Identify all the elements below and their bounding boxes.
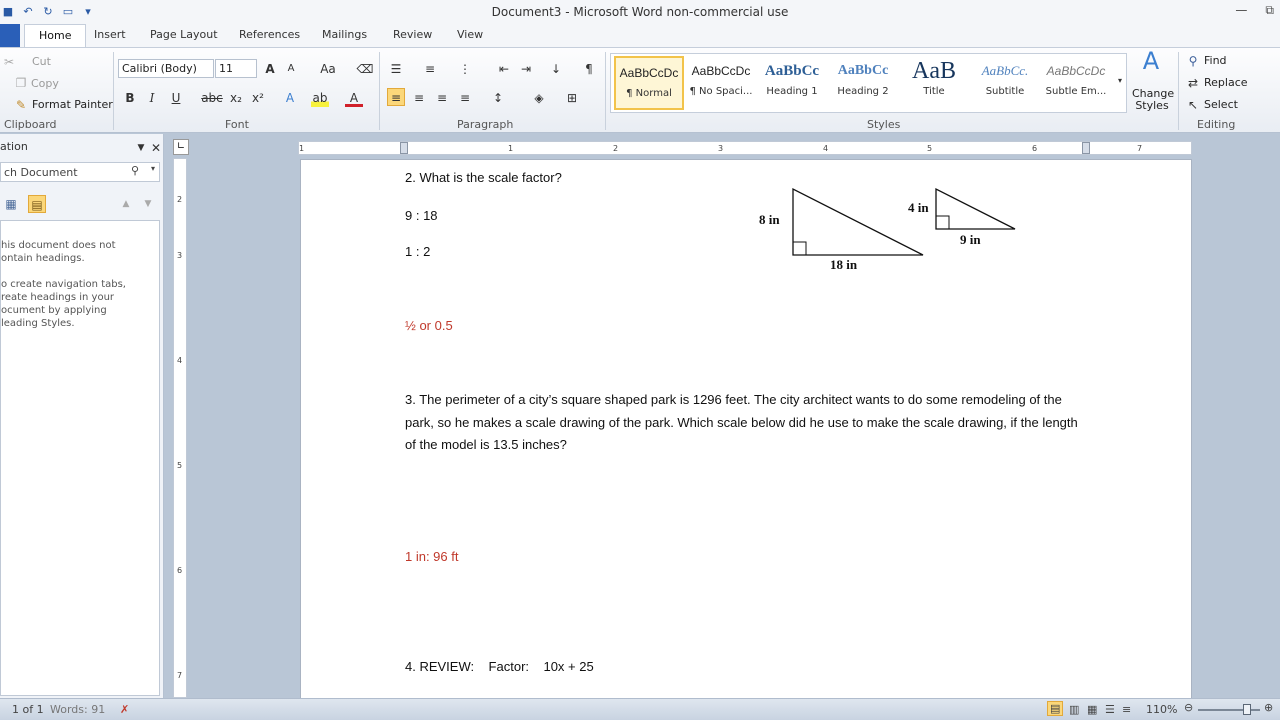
style-sample: AaBbCc: [837, 63, 889, 78]
tab-selector-button[interactable]: ∟: [173, 139, 189, 155]
next-icon[interactable]: ▼: [144, 199, 152, 209]
browse-headings-icon[interactable]: ▦: [5, 197, 17, 211]
ruler-number: 7: [177, 671, 183, 680]
multilevel-list-icon[interactable]: ⋮: [459, 62, 471, 76]
change-styles-button[interactable]: Change Styles: [1132, 87, 1175, 112]
nav-pane-body: [0, 220, 160, 696]
zoom-out-icon[interactable]: ⊖: [1184, 701, 1194, 714]
ribbon-tabs: [0, 24, 1280, 47]
font-size-value: 11: [219, 62, 233, 75]
file-tab[interactable]: [0, 24, 20, 47]
minimize-button[interactable]: —: [1235, 3, 1248, 17]
ribbon: [0, 47, 1280, 133]
borders-icon[interactable]: ⊞: [566, 91, 578, 105]
highlight-icon[interactable]: ab: [312, 91, 328, 105]
open-icon[interactable]: ▭: [62, 5, 74, 18]
question-3: 3. The perimeter of a city’s square shaped park is 1296 feet. The city architect wants to do some remodeling of the park, so he makes a scale drawing of the park. Which scale below did he use to make the scale drawing, if the length of the model is 13.5 inches?: [405, 392, 1078, 452]
editing-group-label: Editing: [1197, 118, 1236, 131]
ruler-number: 7: [1137, 144, 1143, 153]
increase-indent-icon[interactable]: ⇥: [520, 62, 532, 76]
ruler-number: 5: [927, 144, 933, 153]
save-icon[interactable]: ■: [2, 5, 14, 18]
window-title: Document3 - Microsoft Word non-commercial use: [491, 5, 789, 19]
ruler-number: 1: [508, 144, 514, 153]
shrink-font-icon[interactable]: A: [287, 63, 295, 74]
nav-message-line: his document does not: [1, 240, 116, 251]
font-family-value: Calibri (Body): [122, 62, 197, 75]
cut-icon: ✂: [3, 55, 15, 69]
ratio-line-2: 1 : 2: [405, 244, 431, 259]
ruler-number: 2: [177, 195, 183, 204]
style-subtitle[interactable]: [970, 56, 1040, 110]
group-divider: [113, 52, 114, 130]
styles-group-label: Styles: [867, 118, 901, 131]
outline-icon[interactable]: ☰: [1105, 703, 1115, 716]
style-name: Subtitle: [985, 86, 1025, 97]
close-icon[interactable]: ✕: [150, 141, 162, 155]
styles-gallery[interactable]: [610, 53, 1127, 113]
select-button[interactable]: Select: [1204, 98, 1238, 111]
right-indent-marker[interactable]: [1082, 142, 1090, 154]
font-family-select[interactable]: [118, 59, 214, 78]
pane-options-icon[interactable]: ▼: [137, 143, 145, 153]
word-count[interactable]: Words: 91: [50, 703, 106, 716]
italic-icon[interactable]: I: [149, 91, 155, 105]
change-case-icon[interactable]: Aa: [320, 62, 336, 76]
font-size-select[interactable]: [215, 59, 257, 78]
small-triangle-base-label: 9 in: [960, 232, 981, 247]
copy-icon: ❐: [15, 76, 27, 90]
previous-icon[interactable]: ▲: [122, 199, 130, 209]
vertical-ruler[interactable]: [173, 158, 187, 698]
zoom-slider-thumb[interactable]: [1243, 704, 1251, 715]
style-heading-2[interactable]: [828, 56, 898, 110]
replace-icon: ⇄: [1187, 76, 1199, 90]
subscript-icon[interactable]: x₂: [230, 91, 242, 105]
justify-icon[interactable]: ≡: [459, 91, 471, 105]
undo-icon[interactable]: ↶: [23, 5, 33, 18]
bullets-icon[interactable]: ☰: [390, 62, 402, 76]
zoom-level[interactable]: 110%: [1146, 703, 1178, 716]
ruler-number: 6: [1032, 144, 1038, 153]
horizontal-ruler[interactable]: [298, 141, 1192, 155]
nav-pane-title: ation: [0, 140, 28, 153]
title-bar: [0, 0, 1280, 24]
format-painter-icon: ✎: [15, 98, 27, 112]
sort-icon[interactable]: ↓: [550, 62, 562, 76]
ruler-number: 5: [177, 461, 183, 470]
ruler-number: 2: [613, 144, 619, 153]
status-bar: [0, 698, 1280, 720]
page-count[interactable]: 1 of 1: [12, 703, 44, 716]
style-normal[interactable]: [614, 56, 684, 110]
ruler-number: 4: [177, 356, 183, 365]
replace-button[interactable]: Replace: [1204, 76, 1248, 89]
ruler-number: 3: [718, 144, 724, 153]
ruler-number: 3: [177, 251, 183, 260]
clipboard-group-label: Clipboard: [4, 118, 57, 131]
tab-home[interactable]: Home: [24, 24, 86, 48]
small-triangle-side-label: 4 in: [908, 200, 929, 215]
tab-page-layout[interactable]: Page Layout: [150, 28, 218, 41]
nav-view-tabs: [0, 192, 160, 216]
browse-pages-icon[interactable]: ▤: [28, 195, 46, 213]
style-title[interactable]: [899, 56, 969, 110]
tab-references[interactable]: References: [239, 28, 301, 41]
select-icon: ↖: [1187, 98, 1199, 112]
find-icon: ⚲: [1188, 54, 1198, 68]
tab-review[interactable]: Review: [393, 28, 433, 41]
superscript-icon[interactable]: x²: [252, 91, 264, 105]
show-marks-icon[interactable]: ¶: [585, 62, 593, 76]
answer-3: 1 in: 96 ft: [405, 549, 459, 564]
right-angle-mark: [793, 242, 806, 255]
grow-font-icon[interactable]: A: [265, 62, 275, 76]
style-sample: AaBbCc.: [981, 63, 1029, 78]
search-icon[interactable]: ⚲: [130, 164, 139, 177]
proofing-icon[interactable]: ✗: [120, 703, 130, 716]
style-no-spacing[interactable]: [686, 56, 756, 110]
group-divider: [379, 52, 380, 130]
style-sample: AaBbCcDc: [619, 66, 679, 80]
style-sample: AaBbCcDc: [1046, 64, 1106, 78]
large-triangle: [793, 189, 923, 255]
style-sample: AaBbCcDc: [691, 64, 751, 78]
nav-message-line: ontain headings.: [1, 253, 85, 264]
tab-insert[interactable]: Insert: [94, 28, 126, 41]
chevron-down-icon[interactable]: ▾: [150, 164, 155, 173]
style-name: Subtle Em...: [1045, 86, 1107, 97]
window-controls: [1235, 3, 1274, 18]
gallery-more-icon[interactable]: ▾: [1117, 76, 1122, 85]
style-name: Heading 1: [766, 86, 818, 97]
tab-view[interactable]: View: [457, 28, 484, 41]
redo-icon[interactable]: ↻: [43, 5, 53, 18]
cut-button[interactable]: Cut: [32, 55, 51, 68]
zoom-in-icon[interactable]: ⊕: [1264, 701, 1274, 714]
format-painter-button[interactable]: Format Painter: [32, 98, 113, 111]
copy-button[interactable]: Copy: [31, 77, 59, 90]
line-spacing-icon[interactable]: ↕: [492, 91, 504, 105]
small-triangle: [936, 189, 1015, 229]
style-sample: AaB: [912, 58, 956, 84]
change-styles-icon: A: [1142, 47, 1160, 75]
nav-message-line: o create navigation tabs,: [1, 279, 126, 290]
underline-icon[interactable]: U: [171, 91, 181, 105]
style-name: Heading 2: [837, 86, 889, 97]
paragraph-group-label: Paragraph: [457, 118, 514, 131]
align-left-icon[interactable]: ≡: [387, 88, 405, 106]
align-center-icon[interactable]: ≡: [413, 91, 425, 105]
question-2: 2. What is the scale factor?: [405, 170, 562, 185]
nav-message-line: leading Styles.: [1, 318, 75, 329]
ruler-number: 6: [177, 566, 183, 575]
clear-formatting-icon[interactable]: ⌫: [356, 62, 374, 76]
shading-icon[interactable]: ◈: [534, 91, 544, 105]
font-group-label: Font: [225, 118, 249, 131]
ruler-number: 4: [823, 144, 829, 153]
indent-marker[interactable]: [400, 142, 408, 154]
font-color-icon[interactable]: A: [345, 89, 363, 107]
tab-mailings[interactable]: Mailings: [322, 28, 368, 41]
numbering-icon[interactable]: ≡: [424, 62, 436, 76]
restore-button[interactable]: ⧉: [1265, 3, 1274, 17]
group-divider: [1178, 52, 1179, 130]
style-heading-1[interactable]: [757, 56, 827, 110]
nav-message-line: reate headings in your: [1, 292, 115, 303]
ratio-line-1: 9 : 18: [405, 208, 438, 223]
style-name: Title: [923, 86, 945, 97]
align-right-icon[interactable]: ≡: [436, 91, 448, 105]
large-triangle-base-label: 18 in: [830, 257, 858, 272]
find-button[interactable]: Find: [1204, 54, 1227, 67]
style-name: ¶ Normal: [626, 88, 672, 99]
print-layout-icon[interactable]: ▤: [1047, 701, 1063, 716]
web-layout-icon[interactable]: ▦: [1087, 703, 1098, 716]
style-sample: AaBbCc: [764, 63, 820, 79]
decrease-indent-icon[interactable]: ⇤: [498, 62, 510, 76]
answer-2: ½ or 0.5: [405, 318, 453, 333]
triangles-figure: [789, 185, 1029, 265]
draft-icon[interactable]: ≡: [1122, 703, 1132, 716]
document-page[interactable]: [300, 159, 1192, 699]
nav-message-line: ocument by applying: [1, 305, 107, 316]
large-triangle-side-label: 8 in: [759, 212, 780, 227]
right-angle-mark: [936, 216, 949, 229]
bold-icon[interactable]: B: [125, 91, 135, 105]
style-subtle-emphasis[interactable]: [1041, 56, 1111, 110]
strikethrough-icon[interactable]: abc: [201, 91, 223, 105]
nav-search-placeholder: ch Document: [4, 166, 78, 179]
customize-qat-icon[interactable]: ▾: [85, 5, 91, 18]
nav-search-input[interactable]: [0, 162, 160, 182]
group-divider: [605, 52, 606, 130]
question-4: 4. REVIEW: Factor: 10x + 25: [405, 659, 594, 674]
navigation-pane: [0, 134, 164, 698]
ruler-number: 1: [299, 144, 305, 153]
full-screen-reading-icon[interactable]: ▥: [1069, 703, 1080, 716]
style-name: ¶ No Spaci...: [689, 86, 753, 97]
text-effects-icon[interactable]: A: [285, 91, 295, 105]
